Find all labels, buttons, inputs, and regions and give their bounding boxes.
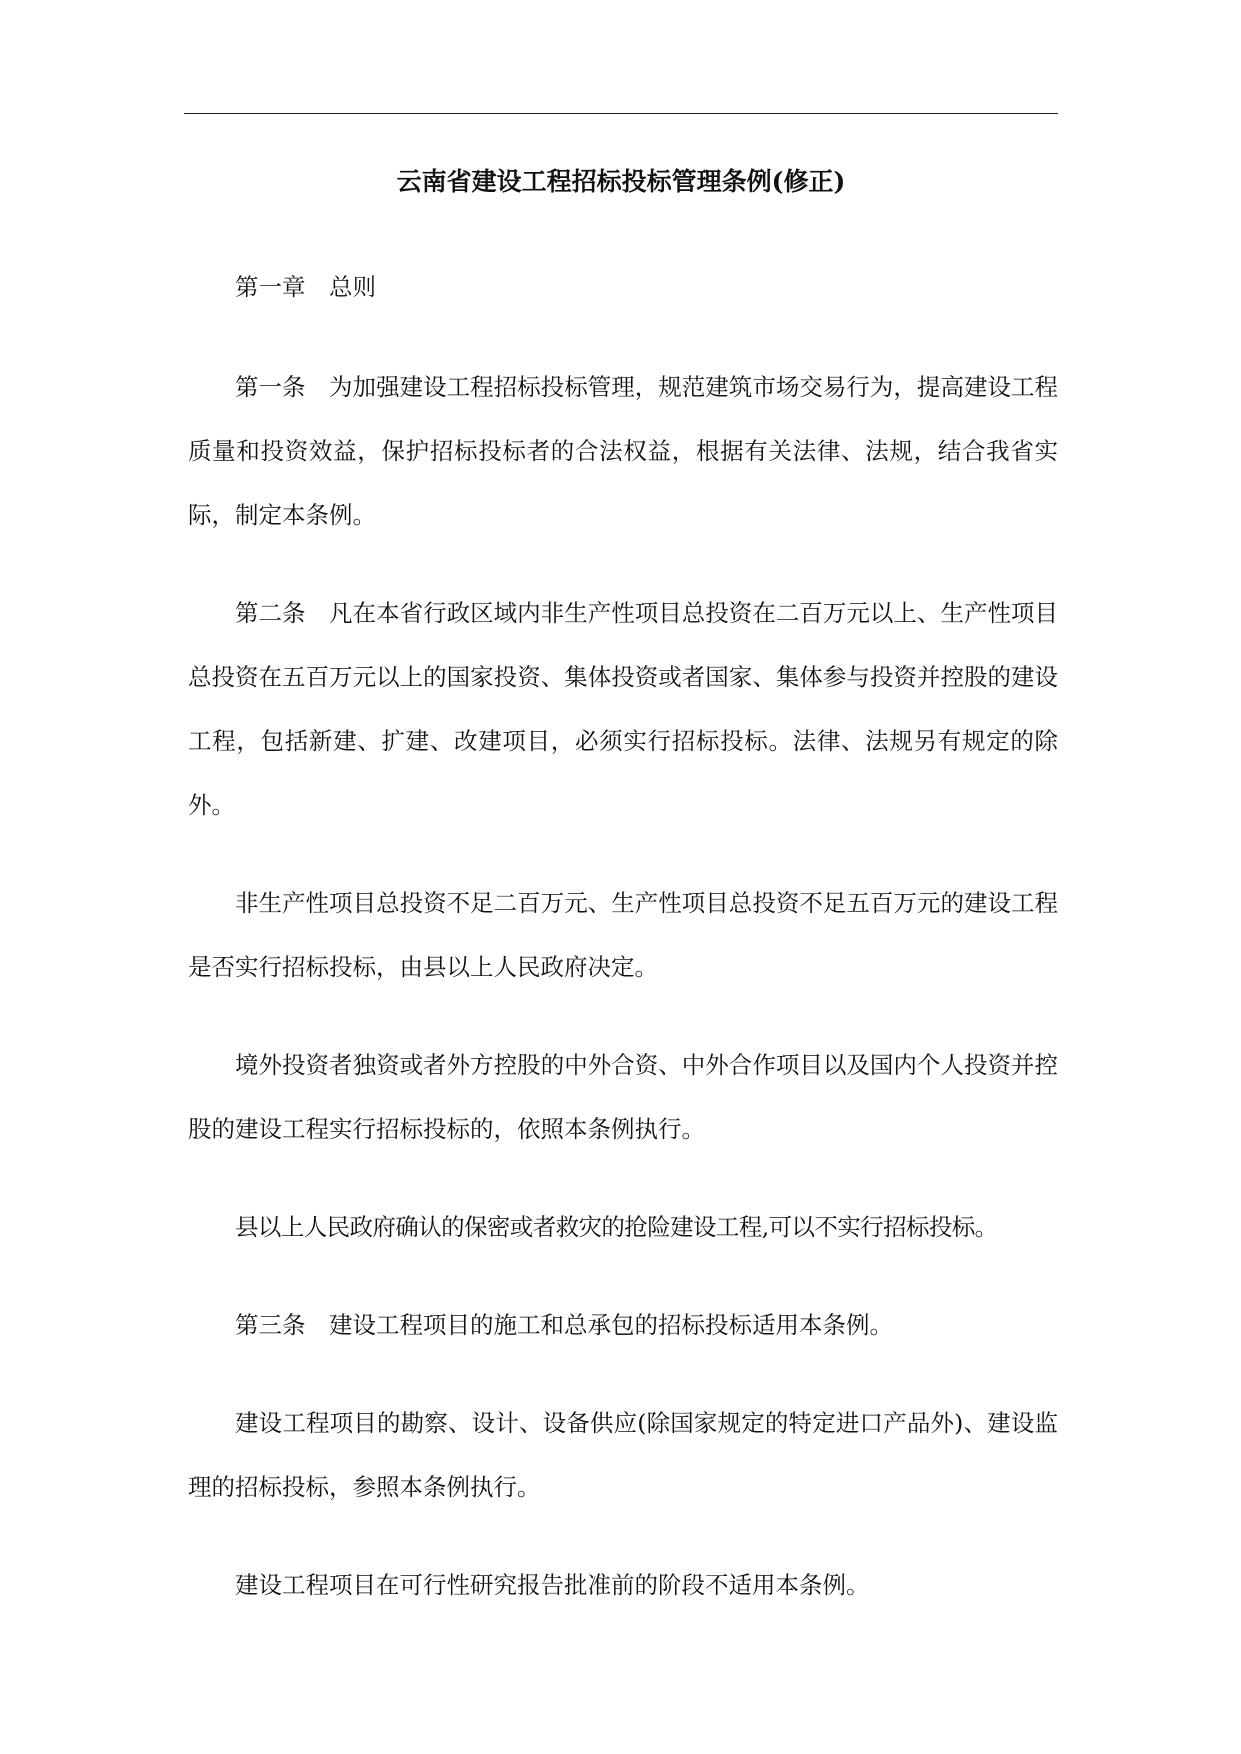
paragraph (188, 1033, 1058, 1161)
header-rule (184, 113, 1058, 114)
article-number: 第一条 (235, 373, 306, 401)
article-3-paragraph (188, 1293, 1058, 1357)
paragraph (188, 1195, 1058, 1259)
chapter-heading (188, 255, 1058, 319)
paragraph-text: 境外投资者独资或者外方控股的中外合资、中外合作项目以及国内个人投资并控股的建设工程实行招标投标的，依照本条例执行。 (188, 1051, 1058, 1143)
paragraph (188, 871, 1058, 999)
paragraph-text: 建设工程项目的勘察、设计、设备供应(除国家规定的特定进口产品外)、建设监理的招标投标，参照本条例执行。 (188, 1409, 1058, 1501)
article-number: 第三条 (235, 1311, 306, 1339)
paragraph (188, 1391, 1058, 1519)
paragraph-text: 凡在本省行政区域内非生产性项目总投资在二百万元以上、生产性项目总投资在五百万元以上的国家投资、集体投资或者国家、集体参与投资并控股的建设工程，包括新建、扩建、改建项目，必须实行招标投标。法律、法规另有规定的除外。 (188, 599, 1059, 819)
paragraph-text: 非生产性项目总投资不足二百万元、生产性项目总投资不足五百万元的建设工程是否实行招标投标，由县以上人民政府决定。 (188, 889, 1058, 981)
paragraph-text: 建设工程项目在可行性研究报告批准前的阶段不适用本条例。 (235, 1571, 870, 1599)
paragraph-text: 建设工程项目的施工和总承包的招标投标适用本条例。 (329, 1311, 893, 1339)
paragraph-text: 为加强建设工程招标投标管理，规范建筑市场交易行为，提高建设工程质量和投资效益，保护招标投标者的合法权益，根据有关法律、法规，结合我省实际，制定本条例。 (188, 373, 1059, 529)
chapter-name: 总则 (329, 273, 376, 301)
paragraph-text: 县以上人民政府确认的保密或者救灾的抢险建设工程,可以不实行招标投标。 (235, 1213, 998, 1241)
document-title: 云南省建设工程招标投标管理条例(修正) (396, 167, 846, 196)
document-body (188, 255, 1058, 1617)
article-2-paragraph (188, 581, 1058, 837)
article-1-paragraph (188, 355, 1058, 547)
paragraph (188, 1553, 1058, 1617)
chapter-number: 第一章 (235, 273, 306, 301)
article-number: 第二条 (235, 599, 306, 627)
